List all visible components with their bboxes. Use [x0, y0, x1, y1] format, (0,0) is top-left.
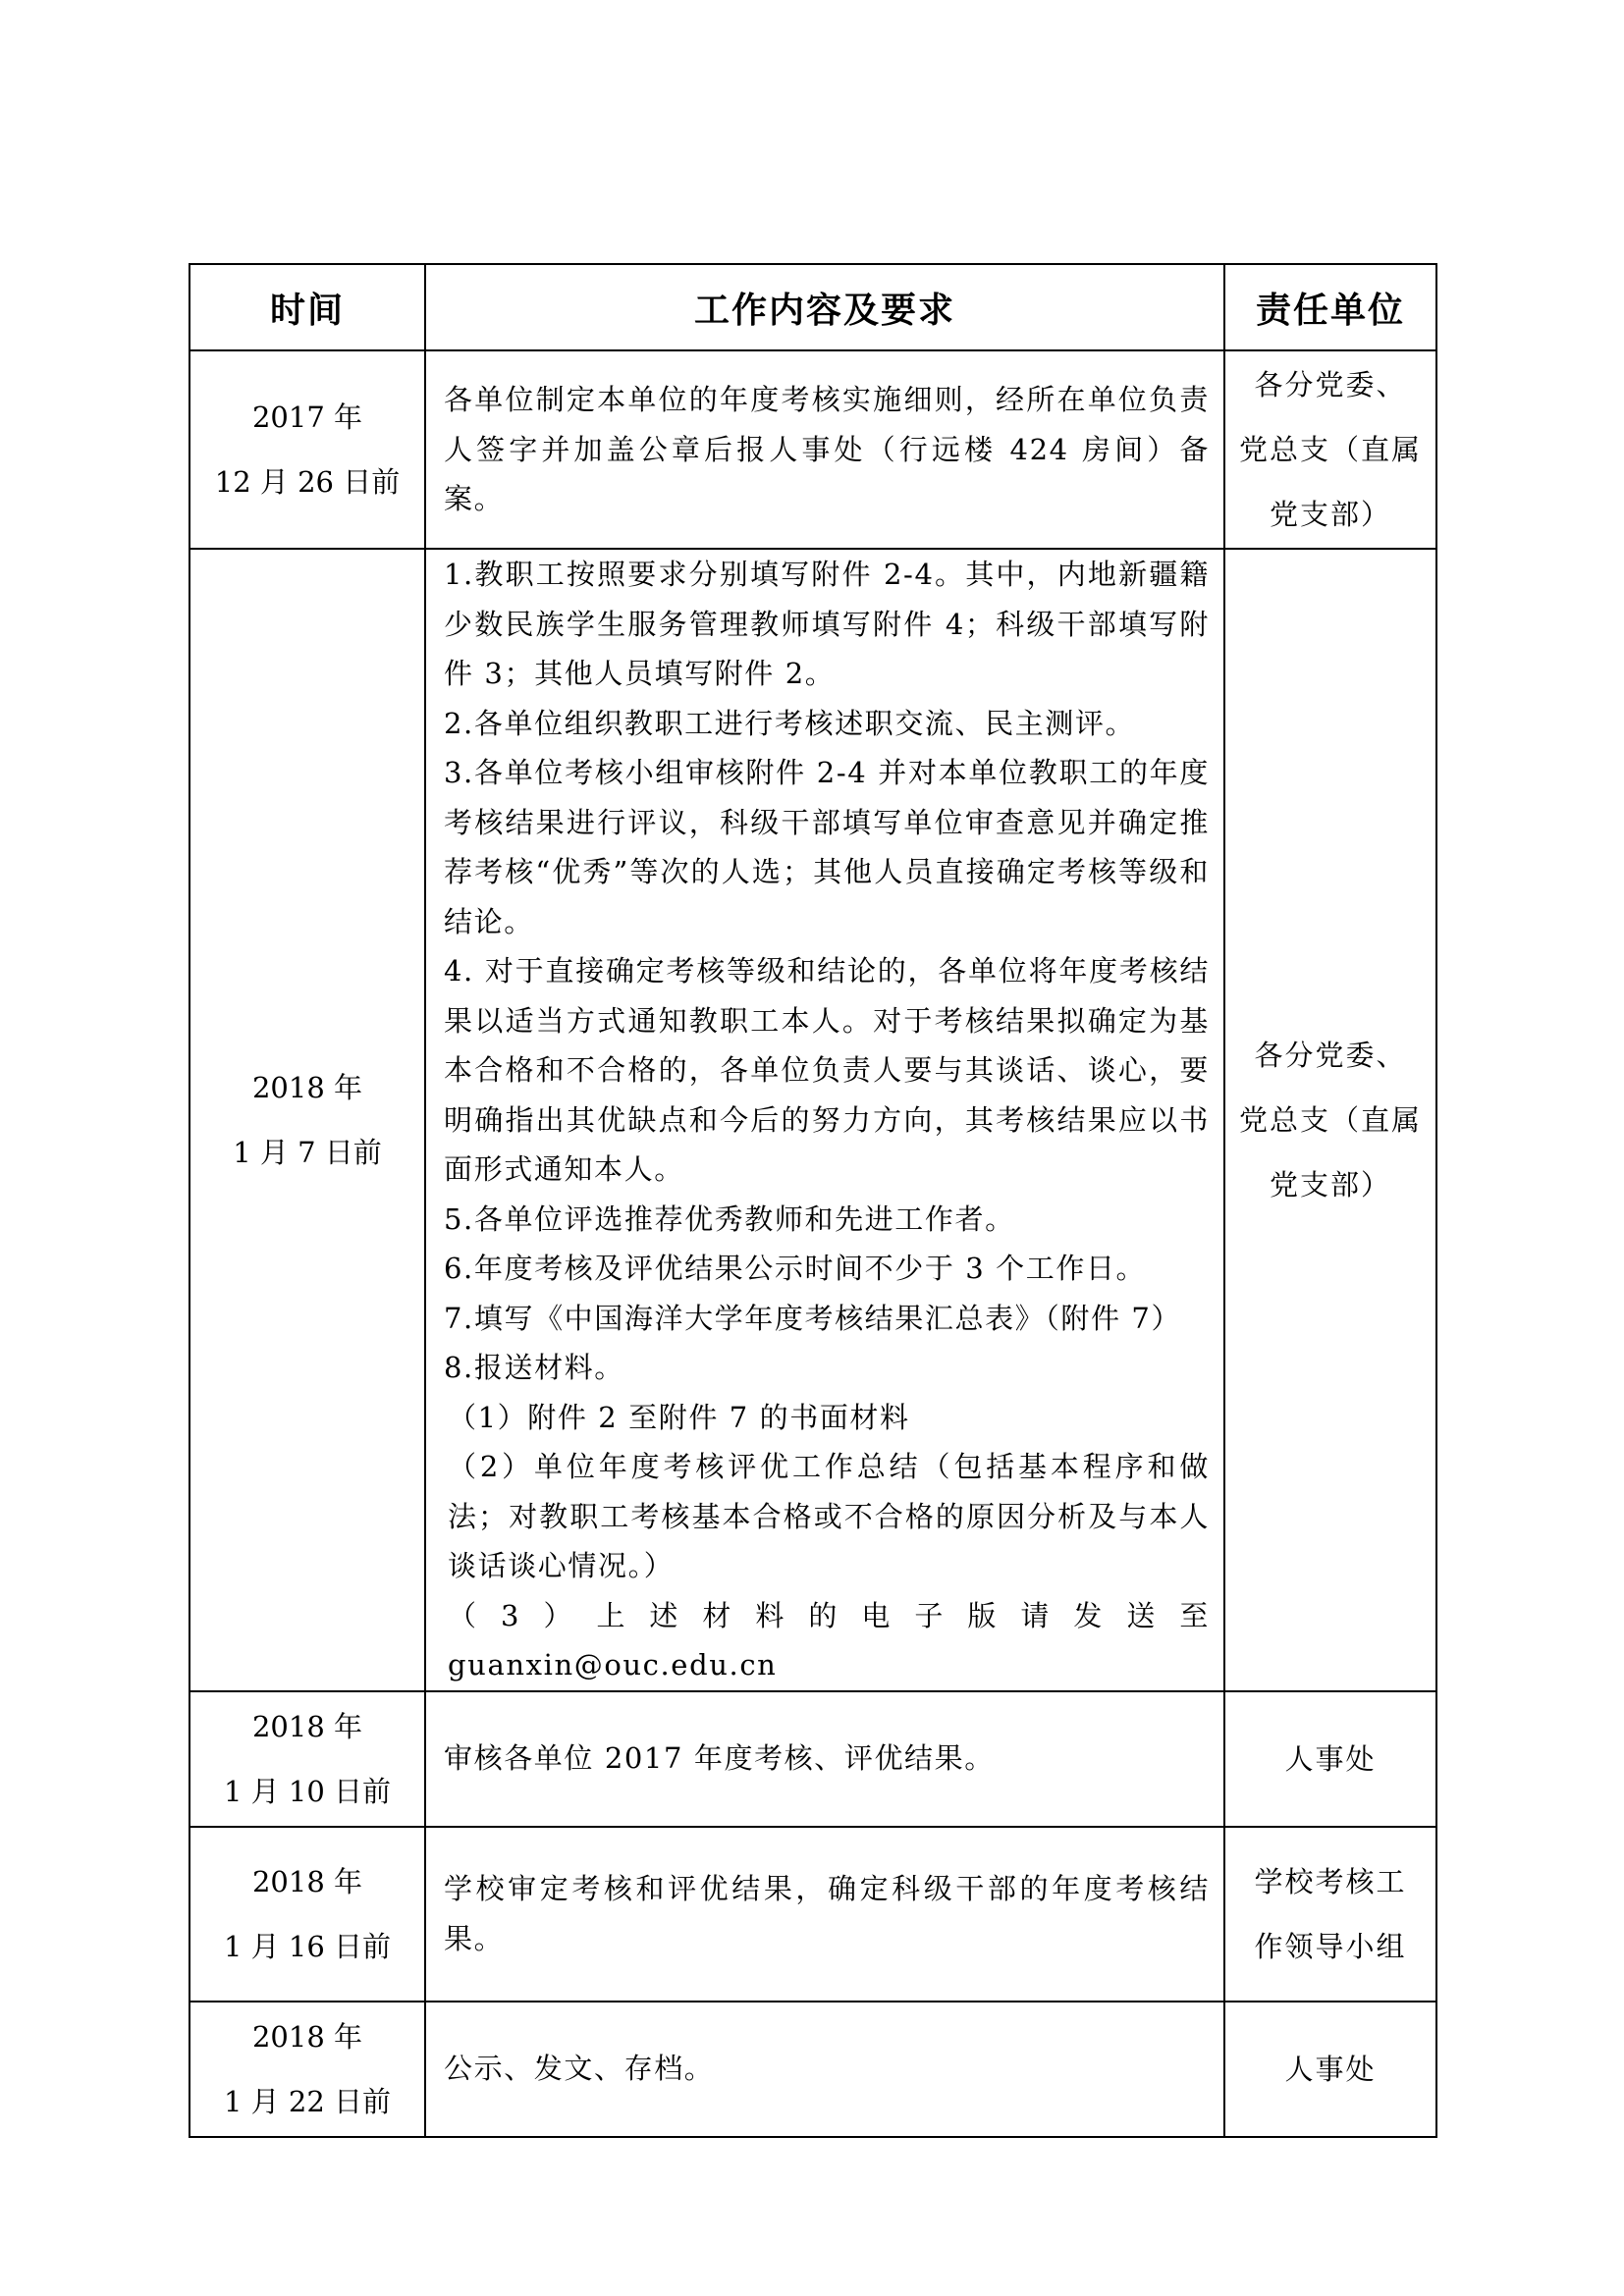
table-row: [189, 350, 1436, 549]
unit-line: 人事处: [1284, 1741, 1377, 1776]
table-row: [189, 549, 1436, 1691]
table-header-row: [189, 264, 1436, 350]
content-paragraph: 审核各单位 2017 年度考核、评优结果。: [444, 1741, 995, 1776]
work-schedule-table: [189, 263, 1437, 2138]
time-year: 2018 年: [251, 2019, 363, 2054]
content-paragraph: 学校审定考核和评优结果，确定科级干部的年度考核结果。: [444, 1872, 1210, 1955]
time-cell: [189, 2002, 425, 2137]
content-item: 8.报送材料。: [444, 1351, 624, 1384]
unit-cell: [1224, 549, 1436, 1691]
unit-cell: [1224, 2002, 1436, 2137]
header-content: 工作内容及要求: [425, 264, 1224, 350]
content-item: 1.教职工按照要求分别填写附件 2-4。其中，内地新疆籍少数民族学生服务管理教师填写附件 4；科级干部填写附件 3；其他人员填写附件 2。: [444, 558, 1210, 690]
table-row: [189, 1691, 1436, 1827]
content-item: 7.填写《中国海洋大学年度考核结果汇总表》（附件 7）: [444, 1301, 1182, 1335]
unit-line: 各分党委、: [1254, 1038, 1407, 1072]
unit-cell: [1224, 1827, 1436, 2002]
content-paragraph: 公示、发文、存档。: [444, 2052, 715, 2086]
unit-line: 党支部）: [1269, 1167, 1391, 1201]
content-subitem: （3）上述材料的电子版请发送至 guanxin@ouc.edu.cn: [448, 1598, 1210, 1682]
content-subitem: （1）附件 2 至附件 7 的书面材料: [448, 1400, 910, 1434]
time-year: 2018 年: [251, 1709, 363, 1743]
time-date: 1 月 22 日前: [223, 2084, 391, 2118]
table-row: [189, 1827, 1436, 2002]
unit-cell: [1224, 350, 1436, 549]
time-date: 1 月 16 日前: [223, 1929, 391, 1963]
unit-line: 各分党委、: [1254, 368, 1407, 401]
header-time: 时间: [189, 264, 425, 350]
time-year: 2017 年: [251, 400, 363, 434]
content-cell: [425, 2002, 1224, 2137]
time-year: 2018 年: [251, 1864, 363, 1898]
unit-line: 作领导小组: [1254, 1929, 1407, 1963]
time-date: 12 月 26 日前: [214, 465, 401, 499]
unit-line: 党总支（直属: [1238, 433, 1422, 466]
content-item: 2.各单位组织教职工进行考核述职交流、民主测评。: [444, 706, 1136, 740]
time-cell: [189, 350, 425, 549]
content-item: 3.各单位考核小组审核附件 2-4 并对本单位教职工的年度考核结果进行评议，科级干部填写单位审查意见并确定推荐考核“优秀”等次的人选；其他人员直接确定考核等级和结论。: [444, 756, 1210, 938]
unit-cell: [1224, 1691, 1436, 1827]
content-item: 4. 对于直接确定考核等级和结论的，各单位将年度考核结果以适当方式通知教职工本人。对于考核结果拟确定为基本合格和不合格的，各单位负责人要与其谈话、谈心，要明确指出其优缺点和今后的努力方向，其考核结果应以书面形式通知本人。: [444, 954, 1210, 1186]
unit-line: 学校考核工: [1254, 1864, 1407, 1898]
content-cell: [425, 350, 1224, 549]
unit-line: 党总支（直属: [1238, 1102, 1422, 1137]
unit-line: 人事处: [1284, 2052, 1377, 2086]
content-cell: [425, 1827, 1224, 2002]
content-paragraph: 各单位制定本单位的年度考核实施细则，经所在单位负责人签字并加盖公章后报人事处（行远楼 424 房间）备案。: [444, 383, 1210, 516]
content-subitem: （2）单位年度考核评优工作总结（包括基本程序和做法；对教职工考核基本合格或不合格的原因分析及与本人谈话谈心情况。）: [448, 1450, 1210, 1582]
time-cell: [189, 549, 425, 1691]
header-unit: 责任单位: [1224, 264, 1436, 350]
time-year: 2018 年: [251, 1070, 363, 1104]
table-row: [189, 2002, 1436, 2137]
time-date: 1 月 7 日前: [233, 1135, 382, 1169]
unit-line: 党支部）: [1269, 498, 1391, 531]
time-cell: [189, 1827, 425, 2002]
content-item: 6.年度考核及评优结果公示时间不少于 3 个工作日。: [444, 1252, 1147, 1285]
content-item: 5.各单位评选推荐优秀教师和先进工作者。: [444, 1201, 1015, 1236]
content-cell: [425, 1691, 1224, 1827]
content-cell: [425, 549, 1224, 1691]
time-date: 1 月 10 日前: [223, 1774, 391, 1808]
time-cell: [189, 1691, 425, 1827]
